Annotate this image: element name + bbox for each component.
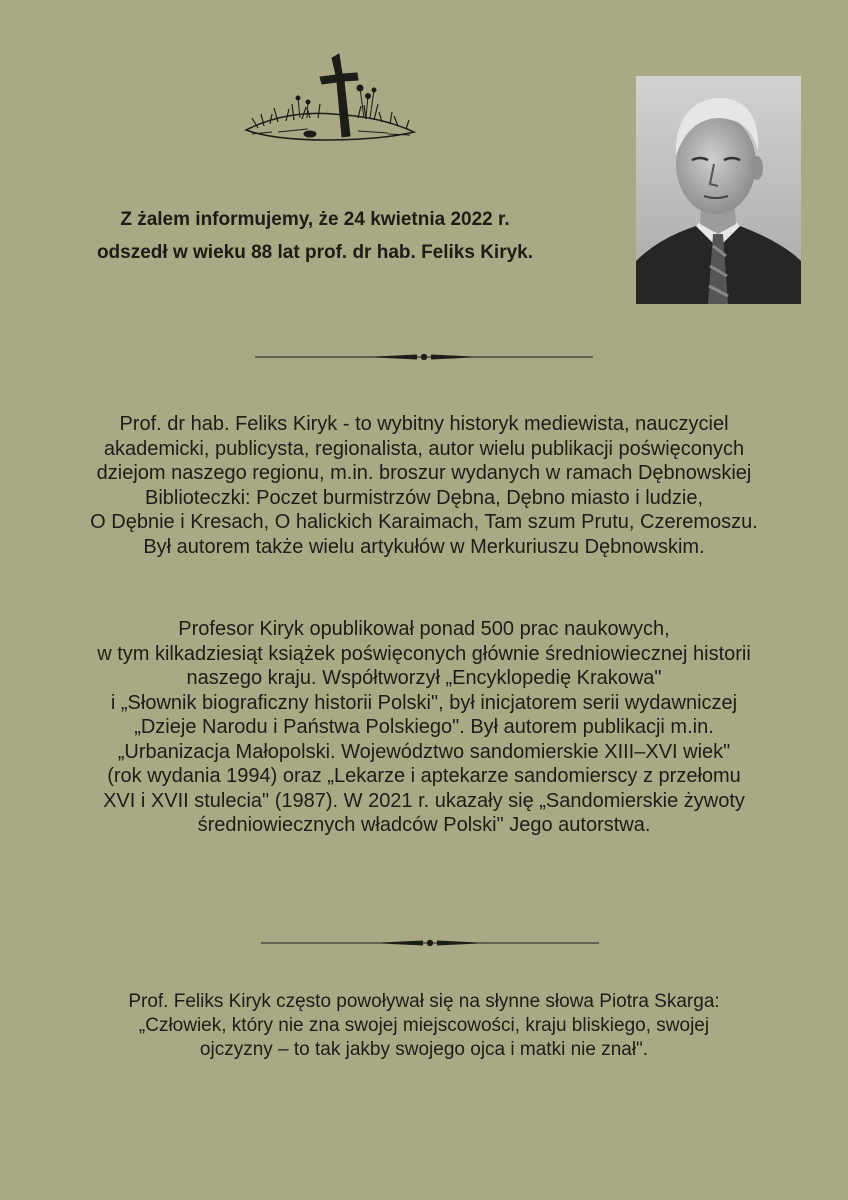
portrait-photo xyxy=(636,76,801,304)
paragraph-line: średniowiecznych władców Polski" Jego autorstwa. xyxy=(197,814,651,836)
paragraph-line: ojczyzny – to tak jakby swojego ojca i matki nie znał". xyxy=(199,1039,649,1060)
biography-paragraph xyxy=(20,412,828,559)
paragraph-line: Prof. dr hab. Feliks Kiryk - to wybitny historyk mediewista, nauczyciel xyxy=(119,413,729,435)
paragraph-line: akademicki, publicysta, regionalista, autor wielu publikacji poświęconych xyxy=(103,437,745,460)
intro-line: Z żalem informujemy, że 24 kwietnia 2022 r. xyxy=(120,209,510,230)
paragraph-line: „Urbanizacja Małopolski. Województwo sandomierskie XIII–XVI wiek" xyxy=(117,740,731,763)
paragraph-line: dziejom naszego regionu, m.in. broszur wydanych w ramach Dębnowskiej xyxy=(96,462,752,484)
paragraph-line: „Dzieje Narodu i Państwa Polskiego". Był autorem publikacji m.in. xyxy=(134,716,714,738)
publications-paragraph xyxy=(20,617,828,838)
paragraph-line: naszego kraju. Współtworzył „Encyklopedię Krakowa" xyxy=(186,667,662,689)
paragraph-line: Profesor Kiryk opublikował ponad 500 prac naukowych, xyxy=(178,618,670,640)
intro-text xyxy=(30,203,600,269)
intro-line: odszedł w wieku 88 lat prof. dr hab. Feliks Kiryk. xyxy=(96,242,534,263)
paragraph-line: Był autorem także wielu artykułów w Merkuriuszu Dębnowskim. xyxy=(143,535,705,558)
ornamental-divider-icon xyxy=(261,936,599,950)
paragraph-line: „Człowiek, który nie zna swojej miejscowości, kraju bliskiego, swojej xyxy=(138,1015,710,1036)
paragraph-line: O Dębnie i Kresach, O halickich Karaimach, Tam szum Prutu, Czeremoszu. xyxy=(90,511,758,533)
ornamental-divider-icon xyxy=(255,350,593,364)
paragraph-line: (rok wydania 1994) oraz „Lekarze i aptekarze sandomierscy z przełomu xyxy=(107,765,741,787)
paragraph-line: XVI i XVII stulecia" (1987). W 2021 r. ukazały się „Sandomierskie żywoty xyxy=(103,789,745,812)
quote-paragraph xyxy=(20,990,828,1062)
paragraph-line: w tym kilkadziesiąt książek poświęconych głównie średniowiecznej historii xyxy=(97,642,751,665)
paragraph-line: i „Słownik biograficzny historii Polski", był inicjatorem serii wydawniczej xyxy=(110,691,738,714)
grave-cross-icon xyxy=(238,52,420,144)
paragraph-line: Prof. Feliks Kiryk często powoływał się na słynne słowa Piotra Skarga: xyxy=(128,991,720,1012)
paragraph-line: Biblioteczki: Poczet burmistrzów Dębna, Dębno miasto i ludzie, xyxy=(144,486,704,509)
